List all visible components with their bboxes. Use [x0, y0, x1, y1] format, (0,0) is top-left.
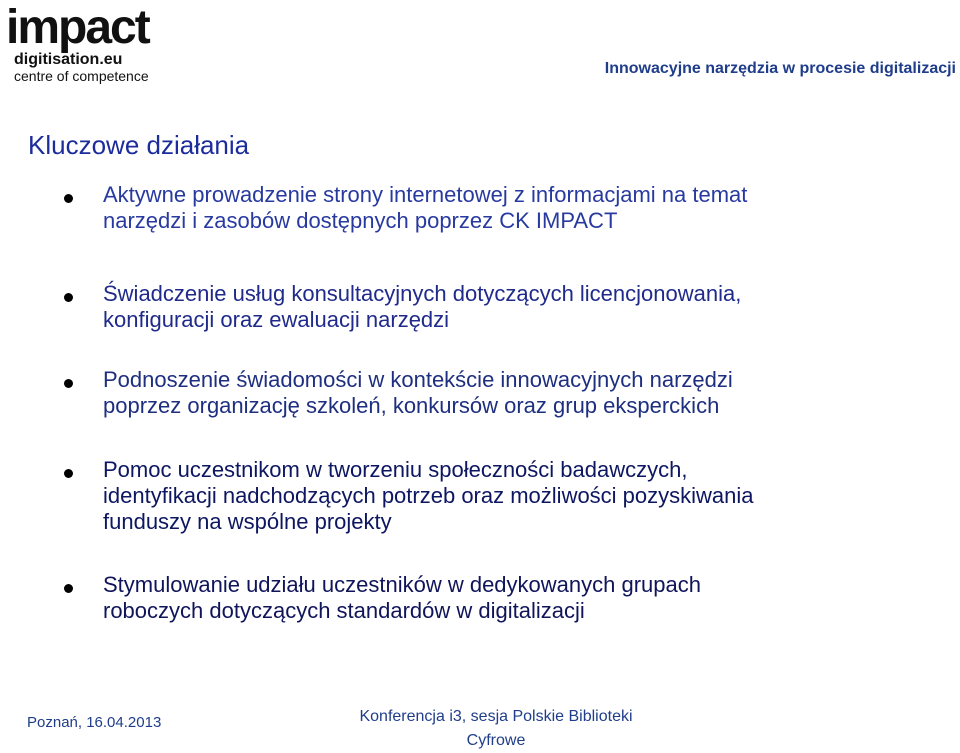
slide-title: Kluczowe działania: [28, 130, 250, 160]
footer-conference-line: Cyfrowe: [466, 732, 526, 749]
footer-conference: [346, 705, 646, 753]
bullet-line: identyfikacji nadchodzących potrzeb oraz możliwości pozyskiwania: [103, 483, 754, 508]
bullet-line: roboczych dotyczących standardów w digitalizacji: [103, 598, 585, 623]
bullet-line: poprzez organizację szkoleń, konkursów oraz grup eksperckich: [103, 393, 720, 418]
bullet-line: narzędzi i zasobów dostępnych poprzez CK IMPACT: [103, 208, 618, 233]
footer-date: Poznań, 16.04.2013: [27, 714, 162, 731]
bullet-dot: [64, 469, 73, 478]
bullet-line: Podnoszenie świadomości w kontekście innowacyjnych narzędzi: [103, 367, 733, 392]
bullet-text: [103, 367, 933, 419]
bullet-dot: [64, 194, 73, 203]
logo-domain: digitisation.eu: [14, 51, 123, 68]
bullet-line: Pomoc uczestnikom w tworzeniu społeczności badawczych,: [103, 457, 688, 482]
bullet-line: Stymulowanie udziału uczestników w dedykowanych grupach: [103, 572, 701, 597]
bullet-line: konfiguracji oraz ewaluacji narzędzi: [103, 307, 450, 332]
bullet-text: [103, 182, 933, 234]
bullet-dot: [64, 293, 73, 302]
bullet-text: [103, 281, 933, 333]
logo-tagline: centre of competence: [14, 68, 149, 84]
bullet-text: [103, 457, 933, 535]
bullet-line: funduszy na wspólne projekty: [103, 509, 392, 534]
bullet-line: Świadczenie usług konsultacyjnych dotyczących licencjonowania,: [103, 281, 742, 306]
header-title: Innowacyjne narzędzia w procesie digitalizacji: [604, 60, 956, 77]
bullet-text: [103, 572, 933, 624]
bullet-dot: [64, 584, 73, 593]
bullet-dot: [64, 379, 73, 388]
logo-wordmark: impact: [6, 1, 149, 54]
bullet-line: Aktywne prowadzenie strony internetowej z informacjami na temat: [103, 182, 748, 207]
footer-conference-line: Konferencja i3, sesja Polskie Biblioteki: [359, 708, 633, 725]
impact-logo: [6, 1, 156, 84]
